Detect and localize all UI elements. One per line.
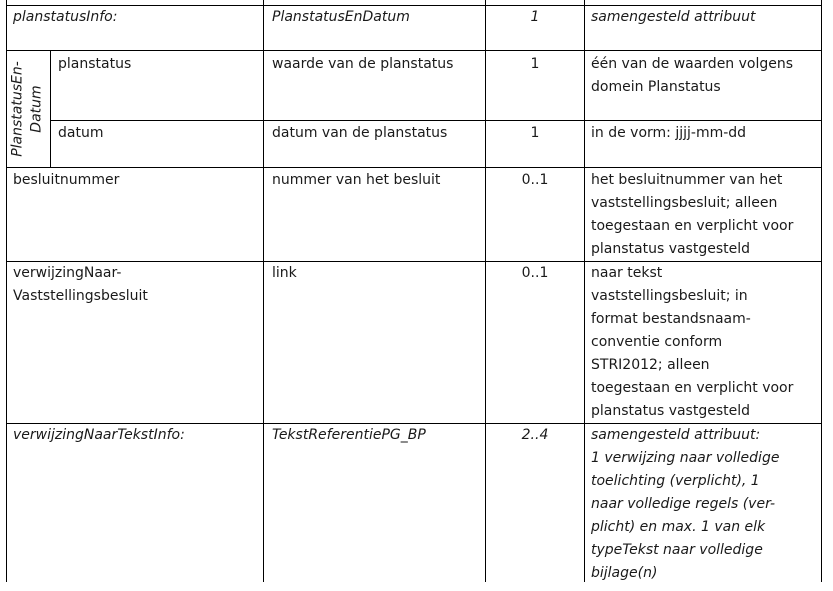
attribute-description: samengesteld attribuut <box>591 9 756 25</box>
attribute-cardinality: 0..1 <box>521 265 549 281</box>
attribute-type: PlanstatusEnDatum <box>272 9 410 25</box>
col-divider-left <box>6 0 7 582</box>
attribute-name: verwijzingNaarTekstInfo: <box>13 427 185 443</box>
attribute-type: TekstReferentiePG_BP <box>272 427 426 443</box>
attribute-description: samengesteld attribuut: 1 verwijzing naar volledige toelichting (verplicht), 1 naar volledige regels (ver- plicht) en max. 1 van elk typeTekst naar volledige bijlage(n) <box>591 427 780 581</box>
attribute-cardinality: 1 <box>530 9 540 25</box>
col-divider-name <box>263 0 264 582</box>
attribute-description: in de vorm: jjjj-mm-dd <box>591 125 747 141</box>
attribute-type: waarde van de planstatus <box>272 56 454 72</box>
attribute-description: het besluitnummer van het vaststellingsbesluit; alleen toegestaan en verplicht voor planstatus vastgesteld <box>591 172 794 257</box>
attribute-description: naar tekst vaststellingsbesluit; in format bestandsnaam- conventie conform STRI2012; alleen toegestaan en verplicht voor planstatus vastgesteld <box>591 265 794 419</box>
attribute-name: besluitnummer <box>13 172 120 188</box>
col-divider-right <box>821 0 822 582</box>
attribute-cardinality: 1 <box>530 125 540 141</box>
row-divider-sub <box>50 120 821 121</box>
attribute-type: datum van de planstatus <box>272 125 448 141</box>
row-divider-1 <box>6 50 821 51</box>
attribute-name: planstatus <box>58 56 132 72</box>
attribute-name: datum <box>58 125 104 141</box>
col-divider-card <box>584 0 585 582</box>
attribute-type: nummer van het besluit <box>272 172 441 188</box>
attribute-cardinality: 0..1 <box>521 172 549 188</box>
attribute-name: verwijzingNaar- Vaststellingsbesluit <box>13 265 148 304</box>
attribute-cardinality: 1 <box>530 56 540 72</box>
col-divider-type <box>485 0 486 582</box>
attribute-cardinality: 2..4 <box>521 427 549 443</box>
group-label: PlanstatusEn- Datum <box>9 61 45 157</box>
attribute-type: link <box>272 265 297 281</box>
row-divider-2 <box>6 167 821 168</box>
attribute-name: planstatusInfo: <box>13 9 118 25</box>
attribute-description: één van de waarden volgens domein Planstatus <box>591 56 794 95</box>
col-divider-group <box>50 50 51 167</box>
